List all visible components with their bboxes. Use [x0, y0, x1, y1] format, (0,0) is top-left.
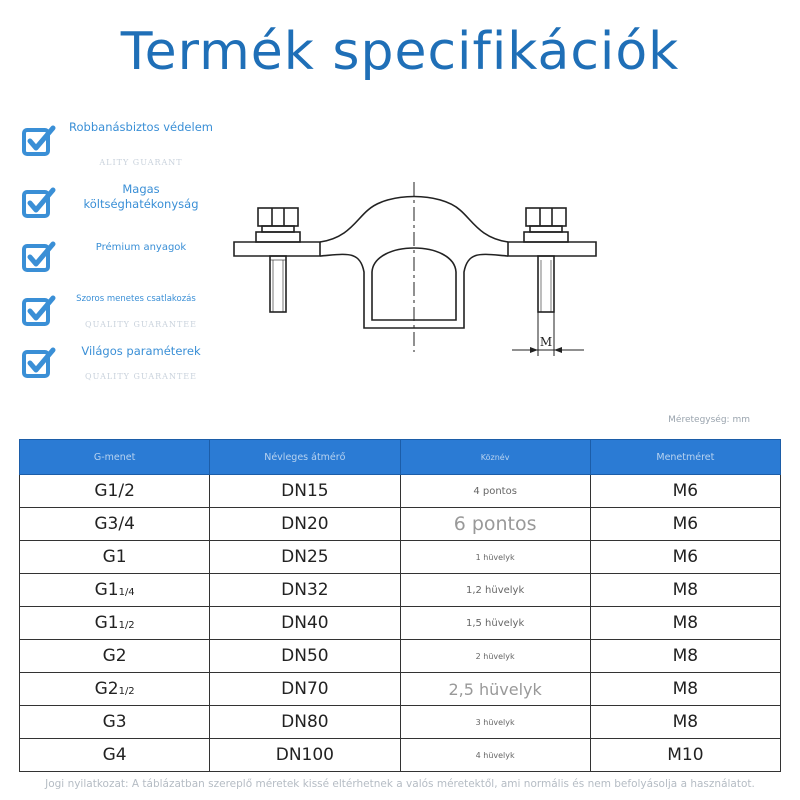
thread-size-cell: M8: [590, 673, 780, 706]
common-name-cell: 2,5 hüvelyk: [400, 673, 590, 706]
feature-label: Prémium anyagok: [95, 242, 187, 253]
common-name-cell: 4 hüvelyk: [400, 739, 590, 772]
feature-sub: QUALITY GUARANTEE: [85, 320, 197, 329]
checkbox-check-icon: [22, 346, 56, 380]
page-title: Termék specifikációk: [120, 22, 680, 82]
table-row: [20, 640, 781, 673]
nominal-diameter-cell: DN15: [210, 475, 400, 508]
thread-size-cell: M6: [590, 541, 780, 574]
g-thread: G3: [102, 712, 127, 732]
feature-item: [22, 340, 212, 390]
thread-size-cell: M6: [590, 475, 780, 508]
checkbox-check-icon: [22, 294, 56, 328]
g-thread: G1: [94, 580, 119, 600]
common-name-cell: 1,5 hüvelyk: [400, 607, 590, 640]
checkbox-check-icon: [22, 240, 56, 274]
table-row: [20, 475, 781, 508]
g-thread: G2: [94, 679, 119, 699]
common-name-cell: 3 hüvelyk: [400, 706, 590, 739]
feature-item: [22, 118, 212, 168]
g-thread-cell: [20, 640, 210, 673]
table-row: [20, 541, 781, 574]
checkbox-check-icon: [22, 124, 56, 158]
g-thread-cell: [20, 673, 210, 706]
nominal-diameter-cell: DN40: [210, 607, 400, 640]
spec-table: [19, 439, 781, 772]
column-header: Menetméret: [590, 440, 780, 475]
table-row: [20, 574, 781, 607]
nominal-diameter-cell: DN70: [210, 673, 400, 706]
column-header: Névleges átmérő: [210, 440, 400, 475]
g-thread: G1: [94, 481, 119, 501]
thread-size-cell: M8: [590, 574, 780, 607]
column-header: Köznév: [400, 440, 590, 475]
feature-item: [22, 180, 212, 230]
g-thread: G2: [102, 646, 127, 666]
g-thread-cell: [20, 475, 210, 508]
thread-size-cell: M10: [590, 739, 780, 772]
table-row: [20, 706, 781, 739]
feature-sub: QUALITY GUARANTEE: [85, 372, 197, 381]
g-thread: G1: [102, 547, 127, 567]
g-thread-cell: [20, 706, 210, 739]
g-thread-fraction: 1/4: [118, 587, 135, 598]
nominal-diameter-cell: DN50: [210, 640, 400, 673]
legal-disclaimer: Jogi nyilatkozat: A táblázatban szereplő méretek kissé eltérhetnek a valós méretektől, ami normális és nem befolyásolja a használatot.: [45, 778, 755, 790]
g-thread-cell: [20, 541, 210, 574]
unit-note: Méretegység: mm: [668, 415, 750, 425]
feature-label: Világos paraméterek: [81, 344, 201, 358]
table-header-row: [20, 440, 781, 475]
g-thread-fraction: 1/2: [118, 620, 135, 631]
thread-size-cell: M8: [590, 640, 780, 673]
nominal-diameter-cell: DN20: [210, 508, 400, 541]
common-name-cell: 1 hüvelyk: [400, 541, 590, 574]
nominal-diameter-cell: DN25: [210, 541, 400, 574]
g-thread-cell: [20, 739, 210, 772]
feature-sub: ALITY GUARANT: [99, 158, 183, 167]
thread-size-cell: M8: [590, 706, 780, 739]
common-name-cell: 2 hüvelyk: [400, 640, 590, 673]
column-header: G-menet: [20, 440, 210, 475]
feature-item: [22, 288, 212, 338]
common-name-cell: 4 pontos: [400, 475, 590, 508]
table-row: [20, 739, 781, 772]
g-thread-cell: [20, 574, 210, 607]
common-name-cell: 6 pontos: [400, 508, 590, 541]
feature-item: [22, 234, 212, 284]
g-thread-fraction: /2: [118, 481, 135, 501]
clamp-technical-drawing: [228, 180, 608, 360]
g-thread: G4: [102, 745, 127, 765]
dimension-label: M: [539, 335, 553, 349]
nominal-diameter-cell: DN32: [210, 574, 400, 607]
feature-label: Robbanásbiztos védelem: [69, 120, 213, 134]
g-thread-fraction: /4: [118, 514, 135, 534]
table-row: [20, 607, 781, 640]
g-thread-cell: [20, 508, 210, 541]
g-thread: G1: [94, 613, 119, 633]
thread-size-cell: M6: [590, 508, 780, 541]
g-thread-cell: [20, 607, 210, 640]
common-name-cell: 1,2 hüvelyk: [400, 574, 590, 607]
feature-label: Magas költséghatékonyság: [83, 182, 199, 211]
checkbox-check-icon: [22, 186, 56, 220]
nominal-diameter-cell: DN80: [210, 706, 400, 739]
table-row: [20, 673, 781, 706]
g-thread-fraction: 1/2: [118, 686, 135, 697]
feature-label: Szoros menetes csatlakozás: [76, 294, 196, 304]
nominal-diameter-cell: DN100: [210, 739, 400, 772]
table-row: [20, 508, 781, 541]
g-thread: G3: [94, 514, 119, 534]
thread-size-cell: M8: [590, 607, 780, 640]
